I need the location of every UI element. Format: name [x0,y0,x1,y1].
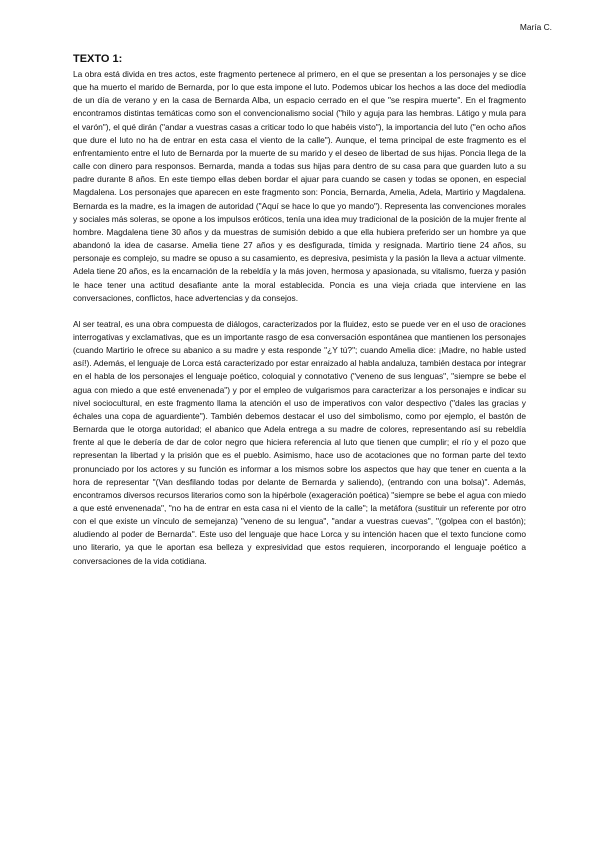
document-body [73,53,526,568]
author-name: María C. [519,22,552,32]
paragraph-2: Al ser teatral, es una obra compuesta de diálogos, caracterizados por la fluidez, esto se puede ver en el uso de oraciones interrogativas y exclamativas, que es un importante rasgo de esa conversación espontánea que mantienen los personajes (cuando Martirio le ofrece su abanico a su madre y esta responde "¿Y tú?"; cuando Amelia dice: ¡Madre, no hable usted así!). Además, el lenguaje de Lorca está caracterizado por estar enraizado al habla andaluza, también destaca por integrar en el habla de los personajes el lenguaje poético, coloquial y connotativo ("veneno de sus lenguas", "siempre se bebe el agua con miedo a que esté envenenada") y por el empleo de vulgarismos para caracterizar a los personajes e indicar su nivel sociocultural, en este fragmento llama la atención el uso de imperativos con valor despectivo ("dales las gracias y échales una copa de aguardiente"). También debemos destacar el uso del simbolismo, como por ejemplo, el bastón de Bernarda que le otorga autoridad; el abanico que Adela entrega a su madre de colores, representando así su rebeldía frente al que le debería de dar de color negro que hiciera referencia al luto que tienen que cumplir; el río y el pozo que representan la libertad y la prisión que es el pueblo. Asimismo, hace uso de acotaciones que no forman parte del texto pronunciado por los actores y su función es informar a los mismos sobre los aspectos que hay que tener en cuenta a la hora de representar "(Van desfilando todas por delante de Bernarda y saliendo), (entrando con una bolsa)". Además, encontramos diversos recursos literarios como son la hipérbole (exageración poética) "siempre se bebe el agua con miedo a que esté envenenada", "no ha de entrar en esta casa ni el viento de la calle"; la metáfora (sustituir un referente por otro con el que existe un vínculo de semejanza) "veneno de su lengua", "andar a vuestras cuevas", "(golpea con el bastón); aludiendo al poder de Bernarda". Este uso del lenguaje que hace Lorca y su intención hacen que el texto funcione como uno literario, ya que le aportan esa belleza y expresividad que estos requieren, incorporando el lenguaje poético a conversaciones de la vida cotidiana. [73,318,526,566]
paragraph-1: La obra está divida en tres actos, este fragmento pertenece al primero, en el que se presentan a los personajes y se dice que ha muerto el marido de Bernarda, por lo que esta impone el luto. Podemos ubicar los hechos a las doce del mediodía de un día de verano y en la casa de Bernarda Alba, un espacio cerrado en el que "se respira muerte". En el fragmento encontramos distintas temáticas como son el convencionalismo social ("hilo y aguja para las hembras. Látigo y mula para el varón"), el qué dirán ("andar a vuestras casas a criticar todo lo que habéis visto"), la importancia del luto ("en ocho años que dure el luto no ha de entrar en esta casa el viento de la calle"). Aunque, el tema principal de este fragmento es el enfrentamiento entre el luto de Bernarda por la muerte de su marido y el deseo de libertad de sus hijas. Poncia llega de la calle con dinero para responsos. Bernarda, manda a todas sus hijas para dentro de su casa para que guarden luto a su padre durante 8 años. En este tiempo ellas deben bordar el ajuar para cuando se casen y todas se oponen, en especial Magdalena. Los personajes que aparecen en este fragmento son: Poncia, Bernarda, Amelia, Adela, Martirio y Magdalena. Bernarda es la madre, es la imagen de autoridad ("Aquí se hace lo que yo mando"). Representa las convenciones morales y sociales más soleras, se opone a los impulsos eróticos, tenía una idea muy tradicional de la posición de la mujer frente al hombre. Magdalena tiene 30 años y da muestras de sumisión debido a que ella hubiera preferido ser un hombre ya que abandonó la idea de casarse. Amelia tiene 27 años y es desfigurada, tímida y resignada. Martirio tiene 24 años, su personaje es complejo, su madre se opuso a su casamiento, es depresiva, pesimista y la pasión la lleva a actuar vilmente. Adela tiene 20 años, es la encarnación de la rebeldía y la más joven, hermosa y apasionada, su vitalismo, fuerza y pasión le hace tener una actitud desafiante ante la moral establecida. Poncia es una vieja criada que interviene en las conversaciones, conflictos, hace advertencias y da consejos. [73,69,526,303]
section-heading: TEXTO 1: [73,53,123,65]
